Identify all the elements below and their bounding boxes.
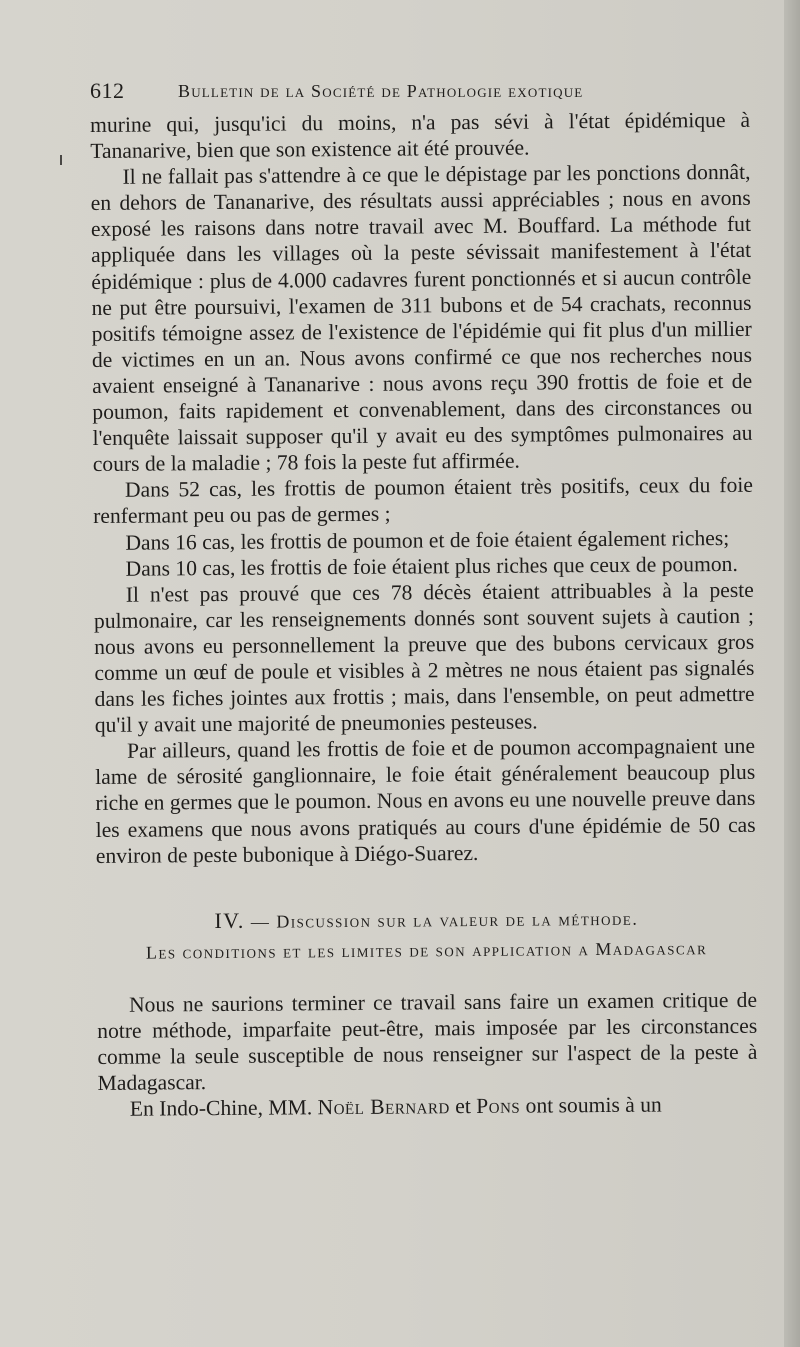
author-name-bernard: Noël Bernard <box>317 1094 450 1120</box>
indochina-suffix: ont soumis à un <box>520 1092 662 1118</box>
paragraph-diego-suarez: Par ailleurs, quand les frottis de foie et de poumon accompagnaient une lame de sérosité ganglionnaire, le foie était généralement beaucoup plus riche en germes que le poumon. Nous en avons eu une nouvelle preuve dans les examens que nous avons pratiqués au cours d'une épidémie de 50 cas environ de peste bubonique à Diégo-Suarez. <box>95 734 756 868</box>
paragraph-critique: Nous ne saurions terminer ce travail sans faire un examen critique de notre méthode, imparfaite peut-être, mais imposée par les circonstances comme la seule susceptible de nous renseigner sur l'aspect de la peste à Madagascar. <box>97 987 758 1095</box>
section-heading-line-1 <box>96 902 756 938</box>
section-title-line-2: Les conditions et les limites de son application a Madagascar <box>145 937 708 963</box>
section-number: IV. <box>214 907 245 933</box>
paragraph-continuation: murine qui, jusqu'ici du moins, n'a pas sévi à l'état épidémique à Tananarive, bien que son existence ait été prouvée. <box>90 107 751 164</box>
margin-mark <box>60 155 62 165</box>
indochina-middle: et <box>449 1094 477 1119</box>
book-gutter <box>784 0 800 1347</box>
section-heading <box>96 902 756 968</box>
page-number: 612 <box>90 78 125 103</box>
paragraph-puncture-method: Il ne fallait pas s'attendre à ce que le dépistage par les ponctions donnât, en dehors de Tananarive, des résultats aussi appréciables ; nous en avons exposé les raisons dans notre travail avec M. Bouffard. La méthode fut appliquée dans les villages où la peste sévissait manifestement à l'état épidémique : plus de 4.000 cadavres furent ponctionnés et si aucun contrôle ne put être poursuivi, l'examen de 311 bubons et de 54 crachats, reconnus positifs témoigne assez de l'existence de l'épidémie qui fit plus d'un millier de victimes en un an. Nous avons confirmé ce que nos recherches nous avaient enseigné à Tananarive : nous avons reçu 390 frottis de foie et de poumon, faits rapidement et convenablement, dans des circonstances ou l'enquête laissait supposer qu'il y avait eu des symptômes pulmonaires au cours de la maladie ; 78 fois la peste fut affirmée. <box>90 160 753 477</box>
paragraph-indochina <box>98 1091 758 1122</box>
section-title-line-1: Discussion sur la valeur de la méthode. <box>276 908 639 932</box>
author-name-pons: Pons <box>476 1093 521 1119</box>
page-header <box>90 78 750 108</box>
paragraph-case-10: Dans 10 cas, les frottis de foie étaient plus riches que ceux de poumon. <box>125 551 738 581</box>
paragraph-78-deaths: Il n'est pas prouvé que ces 78 décès étaient attribuables à la peste pulmonaire, car les renseignements donnés sont souvent sujets à caution ; nous avons eu personnellement la preuve que des bubons cervicaux gros comme un œuf de poule et visibles à 2 mètres ne nous étaient pas signalés dans les fiches jointes aux frottis ; mais, dans l'ensemble, on peut admettre qu'il y avait une majorité de pneumonies pesteuses. <box>93 577 755 738</box>
section-dash: — <box>250 911 271 932</box>
indochina-prefix: En Indo-Chine, MM. <box>129 1095 318 1121</box>
paragraph-case-16: Dans 16 cas, les frottis de poumon et de foie étaient également riches; <box>125 525 730 555</box>
running-title: Bulletin de la Société de Pathologie exotique <box>178 81 584 101</box>
body-text <box>90 107 758 1122</box>
paragraph-case-52: Dans 52 cas, les frottis de poumon étaient très positifs, ceux du foie renfermant peu ou pas de germes ; <box>93 473 754 529</box>
